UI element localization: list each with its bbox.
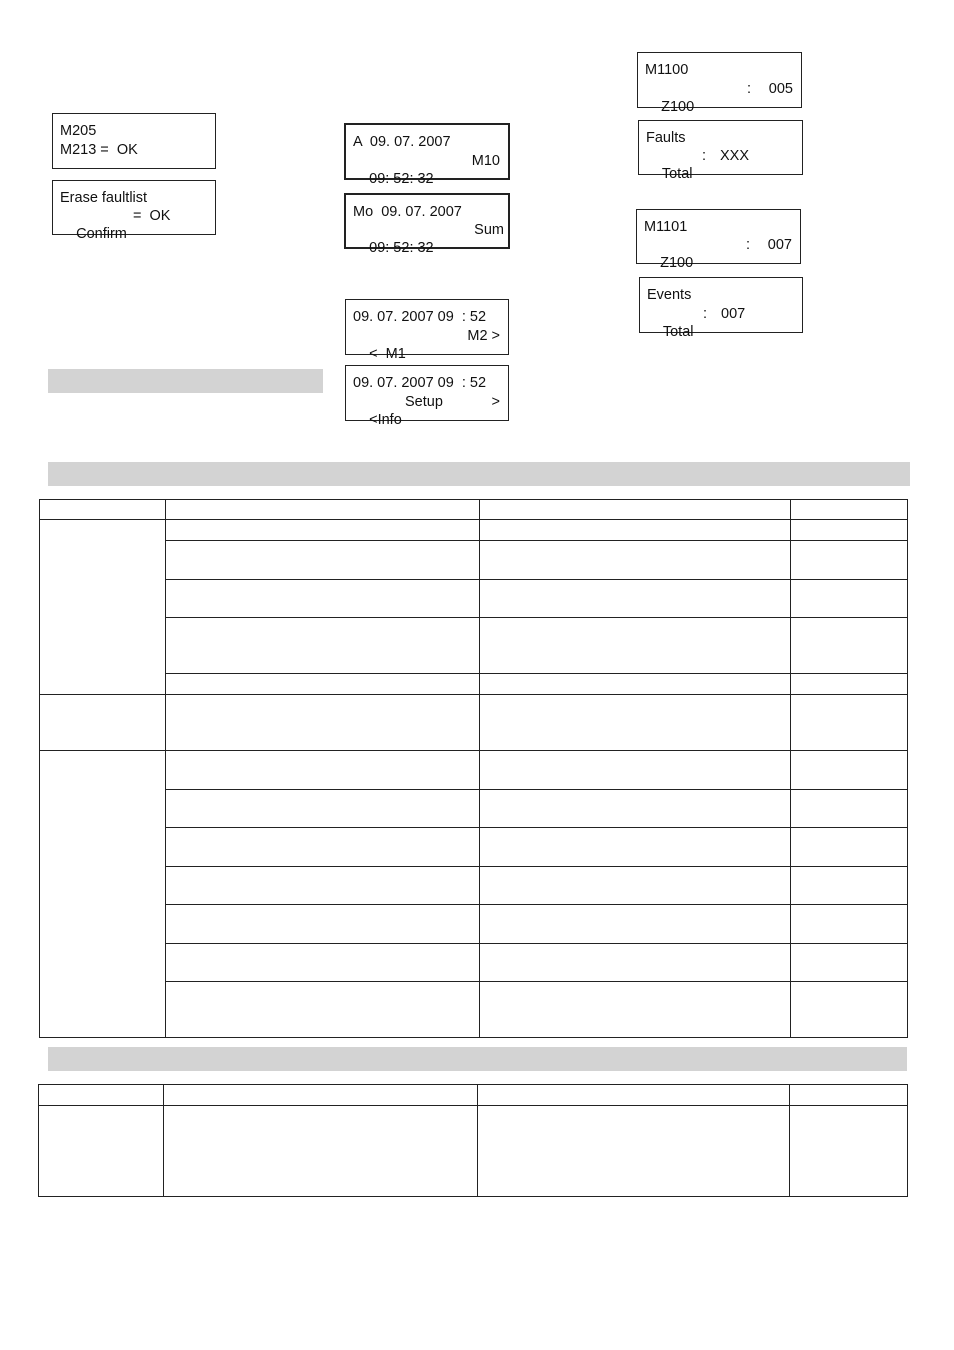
display-line-2-mid: :	[703, 306, 708, 322]
table-2	[38, 1084, 908, 1197]
display-line-2-right: Sum	[474, 222, 504, 238]
table-row	[40, 790, 908, 828]
display-m1100	[637, 52, 802, 115]
display-line-2: M213 = OK	[60, 142, 138, 158]
display-line-2-right: 007	[767, 237, 792, 253]
display-line-1: Events	[647, 287, 692, 303]
table-row	[40, 828, 908, 867]
display-line-2-right: 005	[768, 81, 793, 97]
display-line-2-mid: Setup	[405, 394, 443, 410]
display-line-2-left: < M1	[369, 346, 406, 362]
display-line-2-left: Z100	[661, 99, 695, 115]
display-line-2	[644, 236, 792, 271]
display-line-2	[647, 305, 794, 340]
table-header-row	[39, 1085, 908, 1106]
display-line-1: A 09. 07. 2007	[353, 134, 451, 150]
display-line-1: 09. 07. 2007 09 : 52	[353, 375, 487, 391]
display-line-2	[353, 393, 500, 428]
display-line-2-right: 007	[721, 306, 746, 322]
section-bar-table-2	[48, 1047, 907, 1071]
table-header-row	[40, 500, 908, 520]
display-m205	[52, 113, 216, 169]
display-line-2-right: XXX	[720, 148, 750, 164]
display-nav-info-setup	[345, 365, 509, 428]
display-status-mo	[344, 193, 510, 256]
display-events-total	[639, 277, 803, 340]
display-line-2-left: 09: 52: 32	[369, 240, 434, 256]
display-line-2-left: Confirm	[76, 226, 127, 242]
display-line-1: M205	[60, 123, 97, 139]
section-bar-table-1	[48, 462, 910, 486]
display-line-2-left: 09: 52: 32	[369, 171, 434, 187]
display-m1101	[636, 209, 801, 271]
display-line-2-right: M2 >	[467, 328, 500, 344]
display-line-2	[353, 327, 500, 362]
display-line-2-left: Total	[661, 166, 693, 182]
display-line-2	[646, 147, 794, 182]
table-row	[40, 905, 908, 944]
display-line-2-left: <Info	[369, 412, 402, 428]
display-line-2	[353, 221, 504, 256]
display-line-2-mid: :	[702, 148, 707, 164]
display-line-1: Mo 09. 07. 2007	[353, 204, 462, 220]
display-line-2	[645, 80, 793, 115]
section-bar-small	[48, 369, 323, 393]
table-row	[40, 618, 908, 674]
display-erase-faultlist	[52, 180, 216, 242]
display-line-2-left: Z100	[660, 255, 694, 271]
table-row	[40, 541, 908, 580]
display-line-2-mid: :	[747, 81, 752, 97]
display-line-2	[60, 207, 207, 242]
display-nav-m1-m2	[345, 299, 509, 362]
table-row	[39, 1106, 908, 1197]
table-row	[40, 982, 908, 1038]
display-line-1: M1101	[644, 219, 688, 235]
table-row	[40, 695, 908, 751]
table-row	[40, 944, 908, 982]
table-1	[39, 499, 908, 1038]
display-line-1: Erase faultlist	[60, 190, 148, 206]
table-row	[40, 674, 908, 695]
display-line-2-right: >	[491, 394, 500, 410]
display-status-a	[344, 123, 510, 187]
display-line-1: Faults	[646, 130, 686, 146]
table-row	[40, 580, 908, 618]
display-line-1: 09. 07. 2007 09 : 52	[353, 309, 487, 325]
display-line-1: M1100	[645, 62, 689, 78]
display-faults-total	[638, 120, 803, 182]
table-row	[40, 520, 908, 541]
table-row	[40, 751, 908, 790]
display-line-2-right: = OK	[133, 208, 171, 224]
display-line-2-left: Total	[662, 324, 694, 340]
display-line-2	[353, 152, 500, 187]
table-row	[40, 867, 908, 905]
display-line-2-right: M10	[471, 153, 500, 169]
display-line-2-mid: :	[746, 237, 751, 253]
